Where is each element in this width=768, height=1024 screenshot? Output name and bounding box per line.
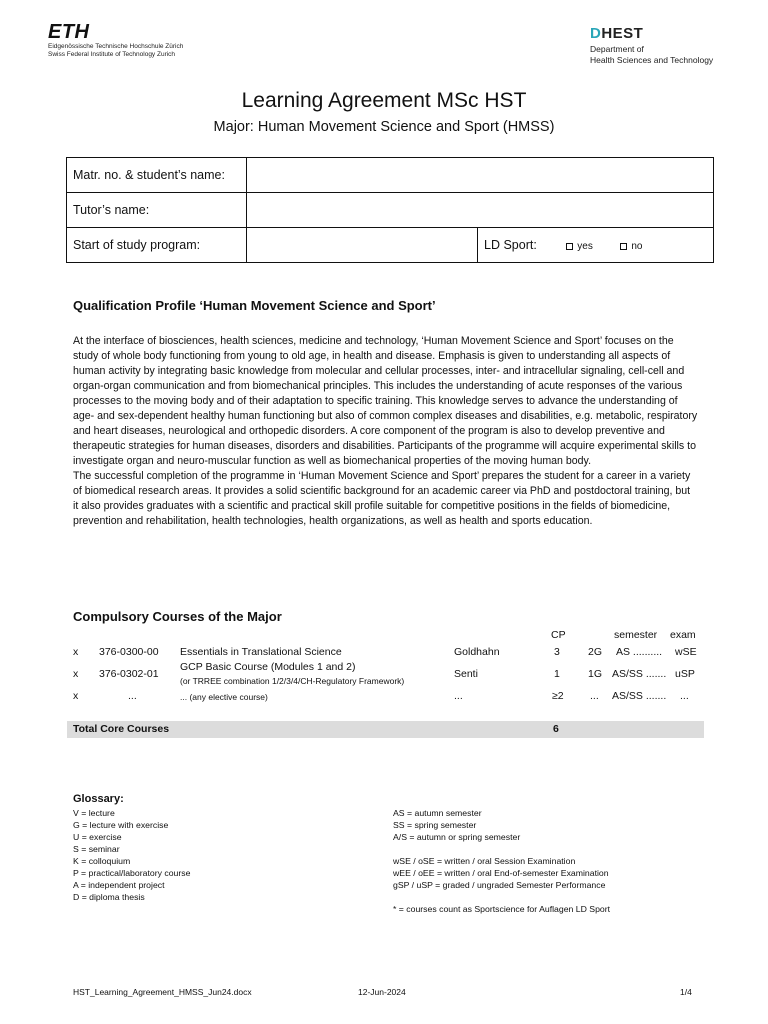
qualification-paragraph-1: At the interface of biosciences, health sciences, medicine and technology, ‘Human Movement Science and Sport’ focuses on the study of whole body functioning from young to old age, in health and disease. Emphasis is given to understanding all aspects of human activity by integrating basic knowledge from molecular and cellular processes, inter- and intracellular signaling, cell-cell and organ-organ communication and from biomechanical principles. This includes the understanding of acute responses of the various processes to the moving body and of their adaptation to specific training. This knowledge serves to advance the understanding of age- and sex-dependent healthy human functioning but also of common complex diseases and disabilities, e.g. metabolic, respiratory and heart diseases, neurological and orthopedic disorders. A core component of the program is also to develop preventive and therapeutic strategies for human diseases, disorders and disabilities. Participants of the programme will acquire experimental skills to investigate organ and neuro-muscular function as well as biomechanical properties of the moving human body. [73, 335, 698, 467]
glossary-item: wEE / oEE = written / oral End-of-semester Examination [393, 868, 609, 878]
course-semester: AS/SS ....... [612, 690, 667, 702]
column-header-cp: CP [551, 629, 566, 641]
eth-name-german: Eidgenössische Technische Hochschule Zürich [48, 43, 184, 50]
glossary-item: G = lecture with exercise [73, 820, 169, 830]
tutor-name-label: Tutor’s name: [67, 193, 247, 228]
course-exam: uSP [675, 668, 695, 680]
column-header-semester: semester [614, 629, 658, 641]
no-checkbox[interactable] [620, 243, 627, 250]
course-mark: x [73, 668, 79, 680]
eth-name-english: Swiss Federal Institute of Technology Zurich [48, 51, 176, 58]
course-note: (or TRREE combination 1/2/3/4/CH-Regulatory Framework) [180, 676, 405, 686]
footer-filename: HST_Learning_Agreement_HMSS_Jun24.docx [73, 987, 252, 997]
glossary-item: U = exercise [73, 832, 122, 842]
glossary-spacer [393, 891, 610, 903]
course-mark: x [73, 690, 79, 702]
total-core-courses-label: Total Core Courses [73, 723, 170, 735]
ld-sport-yes-option[interactable] [566, 241, 593, 252]
glossary-item: S = seminar [73, 844, 120, 854]
glossary-item: K = colloquium [73, 856, 131, 866]
course-number: ... [128, 690, 137, 702]
course-number: 376-0302-01 [99, 668, 159, 680]
yes-checkbox[interactable] [566, 243, 573, 250]
glossary-item: gSP / uSP = graded / ungraded Semester Performance [393, 880, 606, 890]
ld-sport-cell [478, 228, 714, 263]
course-exam: wSE [675, 646, 697, 658]
qualification-paragraph-2: The successful completion of the programme in ‘Human Movement Science and Sport’ prepares the student for a career in a variety of biomedical research areas. It provides a solid scientific background for an academic career via PhD and postdoctoral training, but it also provides graduates with a scientific and practical skill profile suitable for competitive positions in the fields of biomedicine, prevention and rehabilitation, health technologies, health organizations, as well as health and sports education. [73, 470, 691, 527]
qualification-heading: Qualification Profile ‘Human Movement Science and Sport’ [73, 298, 436, 313]
course-semester: AS/SS ....... [612, 668, 667, 680]
course-cp: 1 [554, 668, 560, 680]
dhest-dept-line2: Health Sciences and Technology [590, 55, 714, 65]
no-label: no [631, 241, 643, 252]
course-exam: ... [680, 690, 689, 702]
course-number: 376-0300-00 [99, 646, 159, 658]
course-semester: AS .......... [616, 646, 663, 658]
course-lecturer: Goldhahn [454, 646, 500, 658]
courses-heading: Compulsory Courses of the Major [73, 609, 282, 624]
course-mark: x [73, 646, 79, 658]
page-title: Learning Agreement MSc HST [241, 89, 527, 112]
course-cp: 3 [554, 646, 560, 658]
course-lecturer: Senti [454, 668, 478, 680]
glossary-right-list [393, 807, 610, 915]
course-title: Essentials in Translational Science [180, 646, 342, 658]
study-start-label: Start of study program: [67, 228, 247, 263]
glossary-spacer [393, 843, 610, 855]
yes-label: yes [577, 241, 593, 252]
column-header-exam: exam [670, 629, 696, 641]
student-name-field[interactable] [247, 158, 714, 193]
total-core-courses-value: 6 [553, 723, 559, 735]
dhest-logo-d: D [590, 25, 602, 42]
course-type: ... [590, 690, 599, 702]
qualification-text [73, 334, 698, 529]
dhest-logo-rest: HEST [601, 25, 644, 42]
glossary-item: SS = spring semester [393, 820, 477, 830]
footer-page-number: 1/4 [680, 987, 692, 997]
course-type: 1G [588, 668, 603, 680]
study-start-field[interactable] [247, 228, 478, 263]
glossary-item: A = independent project [73, 880, 165, 890]
glossary-item: V = lecture [73, 808, 115, 818]
glossary-item: wSE / oSE = written / oral Session Examination [393, 856, 576, 866]
ld-sport-label: LD Sport: [484, 238, 537, 252]
page-subtitle: Major: Human Movement Science and Sport (HMSS) [213, 119, 555, 135]
course-title: GCP Basic Course (Modules 1 and 2) [180, 661, 356, 673]
course-lecturer: ... [454, 690, 463, 702]
glossary-item: AS = autumn semester [393, 808, 482, 818]
student-info-table [66, 157, 714, 263]
glossary-item: A/S = autumn or spring semester [393, 832, 521, 842]
dhest-dept-line1: Department of [590, 44, 644, 54]
course-type: 2G [588, 646, 603, 658]
eth-logo: ETH [48, 21, 90, 43]
glossary-item: * = courses count as Sportscience for Auflagen LD Sport [393, 904, 611, 914]
dhest-logo [590, 26, 643, 42]
ld-sport-no-option[interactable] [620, 241, 642, 252]
glossary-item: D = diploma thesis [73, 892, 145, 902]
footer-date: 12-Jun-2024 [358, 987, 406, 997]
glossary-left-list [73, 807, 190, 903]
tutor-name-field[interactable] [247, 193, 714, 228]
student-name-label: Matr. no. & student’s name: [67, 158, 247, 193]
glossary-item: P = practical/laboratory course [73, 868, 191, 878]
course-cp: ≥2 [552, 690, 564, 702]
course-title: ... (any elective course) [180, 692, 268, 702]
glossary-heading: Glossary: [73, 793, 124, 805]
